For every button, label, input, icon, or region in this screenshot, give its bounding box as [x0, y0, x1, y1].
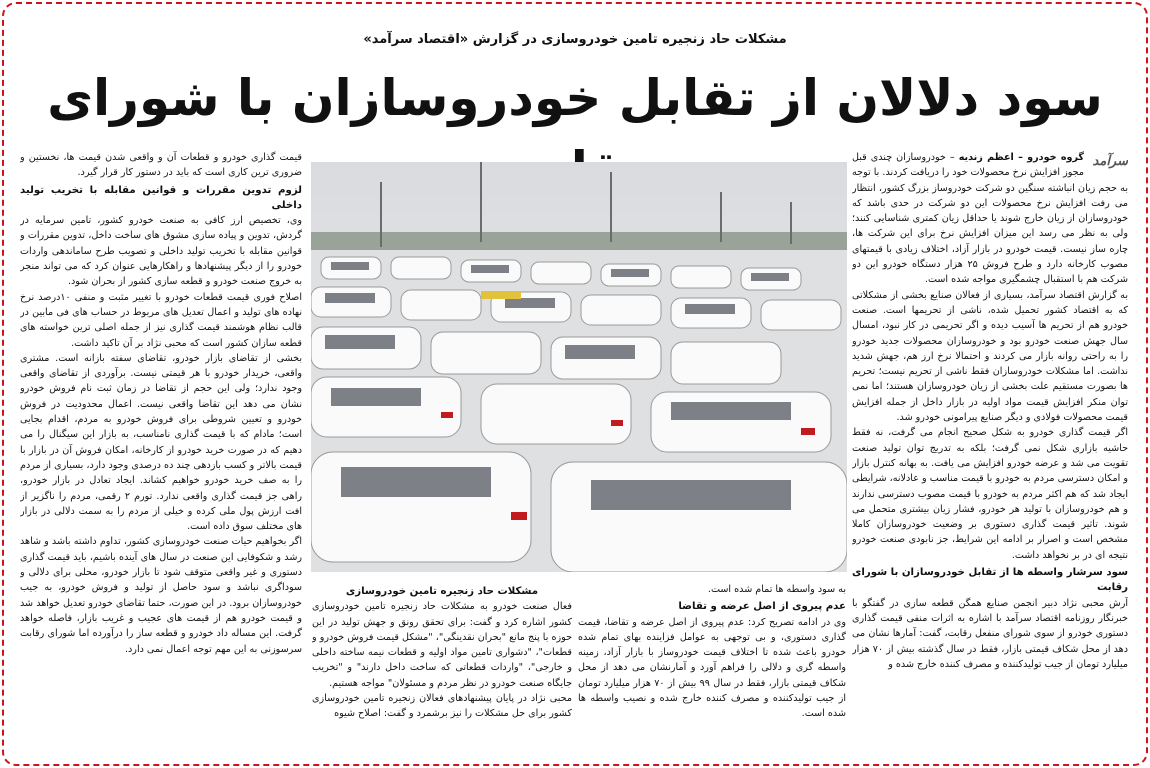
paragraph: اگر قیمت گذاری خودرو به شکل صحیح انجام می گرفت، نه فقط حاشیه بازاری شکل نمی گرفت؛ بلکه به تدریج توان تولید صنعت تقویت می شد و عرضه خودرو افزایش می یافت. به بهانه کنترل بازار و امکان دسترسی مردم به خودرو با قیمت مناسب و عادلانه، شرایطی ایجاد شد که هم اکثر مردم به خودرو با قیمت مصوب دسترسی ندارند و هم خودروسازان با تولید هر خودرو، فشار زیان بیشتری متحمل می شوند. تاثیر قیمت گذاری دستوری بر وضعیت خودروسازان کاملا مشخص است و اصرار بر ادامه این شرایط، جز نابودی صنعت خودرو نتیجه ای در بر نخواهد داشت.	[852, 427, 1128, 561]
subheading: مشکلات حاد زنجیره تامین خودروسازی	[345, 586, 539, 597]
publication-logo: سرآمد	[1092, 154, 1128, 169]
paragraph: اصلاح فوری قیمت قطعات خودرو با تغییر مثبت و منفی ۱۰درصد نرخ نهاده های تولید و اعمال تعدیل های مربوط در حساب های فی مابین در قالب نظام هوشمند قیمت گذاری نیز از جمله اصلی ترین خواسته های قطعه سازان کشور است که محبی نژاد بر آن تاکید داشت.	[20, 291, 302, 349]
column-1	[852, 150, 1128, 750]
headline: سود دلالان از تقابل خودروسازان با شورای	[47, 69, 1103, 127]
byline: گروه خودرو – اعظم زندیه	[958, 152, 1084, 163]
column-3	[312, 582, 572, 754]
paragraph: آرش محبی نژاد دبیر انجمن صنایع همگن قطعه سازی در گفتگو با خبرنگار روزنامه اقتصاد سرآمد با اشاره به اثرات منفی قیمت گذاری دستوری خودرو از سوی شورای منفعل رقابت، گفت: آمارها نشان می دهد از محل شکاف قیمتی بازار، فقط در سال گذشته بیش از ۷۰ هزار میلیارد تومان از جیب تولیدکننده و مصرف کننده خارج شده و	[852, 597, 1128, 670]
paragraph: به سود واسطه ها تمام شده است.	[707, 584, 846, 595]
paragraph: اگر بخواهیم حیات صنعت خودروسازی کشور، تداوم داشته باشد و شاهد رشد و شکوفایی این صنعت در سال های آینده باشیم، باید قیمت گذاری دستوری و غیر واقعی متوقف شود تا بازار خودرو، محلی برای دلالی و سوداگری نباشد و سود حاصل از تولید و فروش خودرو، به جیب خودروسازان برود. در این صورت، حتما تقاضای خودرو تعدیل خواهد شد و قیمت خودرو هم از قیمت های عجیب و غریب بازار، فاصله خواهد گرفت. این مساله داد خودرو و قطعه ساز را درآورده اما شورای رقابت سرسوزنی به این مهم توجه اعمال نمی دارد.	[20, 536, 302, 655]
subheading: سود سرشار واسطه ها از تقابل خودروسازان با شورای رقابت	[852, 567, 1128, 594]
subheading: عدم پیروی از اصل عرضه و تقاضا	[678, 601, 846, 613]
cars-photo	[311, 162, 847, 572]
kicker: مشکلات حاد زنجیره تامین خودروسازی در گزارش «اقتصاد سرآمد»	[363, 32, 787, 47]
subheading: لزوم تدوین مقررات و قوانین مقابله با تخریب تولید داخلی	[20, 184, 302, 211]
paragraph: بخشی از تقاضای بازار خودرو، تقاضای سفته بازانه است. مشتری واقعی، خریدار خودرو با هر قیمتی نیست. برآوردی از تقاضای واقعی وجود ندارد؛ ولی این حجم از تقاضا در زمان ثبت نام فروش خودرو نشان می دهد این تقاضا واقعی نیست. اعمال محدودیت در فروش خودرو و تعیین شروطی برای فروش خودرو به مردم، اقدام بجایی است؛ مادام که با قیمت گذاری نامناسب، به بازار این سیگنال را می دهیم که در صورت خرید خودرو از کارخانه، امکان فروش آن در بازار با قیمت بالاتر و کسب بازدهی چند ده درصدی وجود دارد، بسیاری از مردم را به صف خرید خودرو خواهیم کشاند. ایجاد تعادل در بازار خودرو، راهی جز قیمت گذاری واقعی ندارد. تورم ۲ رقمی، مردم را ناگزیر از افت ارزش پول ملی کرده و خیلی از مردم را به سمت دلالی در بازار های مختلف سوق داده است.	[20, 352, 302, 533]
paragraph: به گزارش اقتصاد سرآمد، بسیاری از فعالان صنایع بخشی از مشکلاتی که به اقتصاد کشور تحمیل شده، ناشی از تحریمها است. صنعت خودرو هم از تحریم ها آسیب دیده و اگر تحریمی در کار نبود، امسال سال جهش صنعت خودرو بود و خودروسازان محصولات جدید خودرو را به راحتی روانه بازار می کردند و احتمالا نرخ ارز هم، جهش شدید نداشت. اما مشکلات خودروسازان فقط ناشی از تحریم نیست؛ تحریم ها بصورت مستقیم علت بخشی از زیان خودروسازان هستند؛ اما نمی توان منکر افزایش قیمت مواد اولیه در بازار داخل از جمله افزایش قیمت محصولات فولادی و دیگر صنایع پیرامونی خودرو شد.	[852, 289, 1128, 424]
paragraph: محبی نژاد در پایان پیشنهادهای فعالان زنجیره تامین خودروسازی کشور برای حل مشکلات را نیز برشمرد و گفت: اصلاح شیوه	[312, 693, 572, 720]
column-4	[20, 150, 302, 750]
paragraph: وی در ادامه تصریح کرد: عدم پیروی از اصل عرضه و تقاضا، قیمت گذاری دستوری، و بی توجهی به عوامل فزاینده بهای تمام شده خودرو باعث شده تا اختلاف قیمت خودروساز با بازار آزاد، زمینه واسطه گری و دلالی را فراهم آورد و آمارنشان می دهد از محل شکاف قیمتی بازار، فقط در سال ۹۹ بیش از ۷۰ هزار میلیارد تومان از جیب تولیدکننده و مصرف کننده خارج شده و نصیب واسطه ها شده است.	[578, 616, 846, 720]
paragraph: وی، تخصیص ارز کافی به صنعت خودرو کشور، تامین سرمایه در گردش، تدوین و پیاده سازی مشوق های ساخت داخل، تدوین مقررات و قوانین مقابله با تخریب تولید داخلی و تصویب طرح ساماندهی واردات خودرو را از دیگر پیشنهادها و راهکارهایی عنوان کرد که می تواند منجر به خروج صنعت خودرو و قطعه سازی کشور از بحران شود.	[20, 215, 302, 288]
paragraph: قیمت گذاری خودرو و قطعات آن و واقعی شدن قیمت ها، نخستین و ضروری ترین کاری است که باید در دستور کار قرار گیرد.	[20, 152, 302, 179]
paragraph: فعال صنعت خودرو به مشکلات حاد زنجیره تامین خودروسازی کشور اشاره کرد و گفت: برای تحقق رونق و جهش تولید در این حوزه با پنج مانع "بحران نقدینگی"، "مشکل قیمت فروش خودرو و قطعات"، "دشواری تامین مواد اولیه و قطعات نیمه ساخته داخلی و خارجی"، "واردات قطعاتی که ساخت داخل دارند" و "تخریب جایگاه صنعت خودرو در نظر مردم و مسئولان" مواجه هستیم.	[312, 601, 572, 689]
paragraph: – خودروسازان چندی قبل مجوز افزایش نرخ محصولات خود را دریافت کردند. با توجه به حجم زیان انباشته سنگین دو شرکت خودروساز بزرگ کشور، انتظار می رفت افزایش نرخ محصولات این دو شرکت در حدی باشد که خودروسازان از زیان خارج شوند یا حداقل زیان کمتری شناسایی کنند؛ ولی به نظر می رسد این میزان افزایش نرخ برای این شرکت ها، چاره ساز نیست. قیمت خودرو در بازار آزاد، اختلاف زیادی با قیمتهای مصوب کارخانه دارد و طرح فروش ۲۵ هزار دستگاه خودرو این دو شرکت هم با استقبال چشمگیری مواجه شده است.	[852, 152, 1128, 286]
column-2	[578, 582, 846, 754]
